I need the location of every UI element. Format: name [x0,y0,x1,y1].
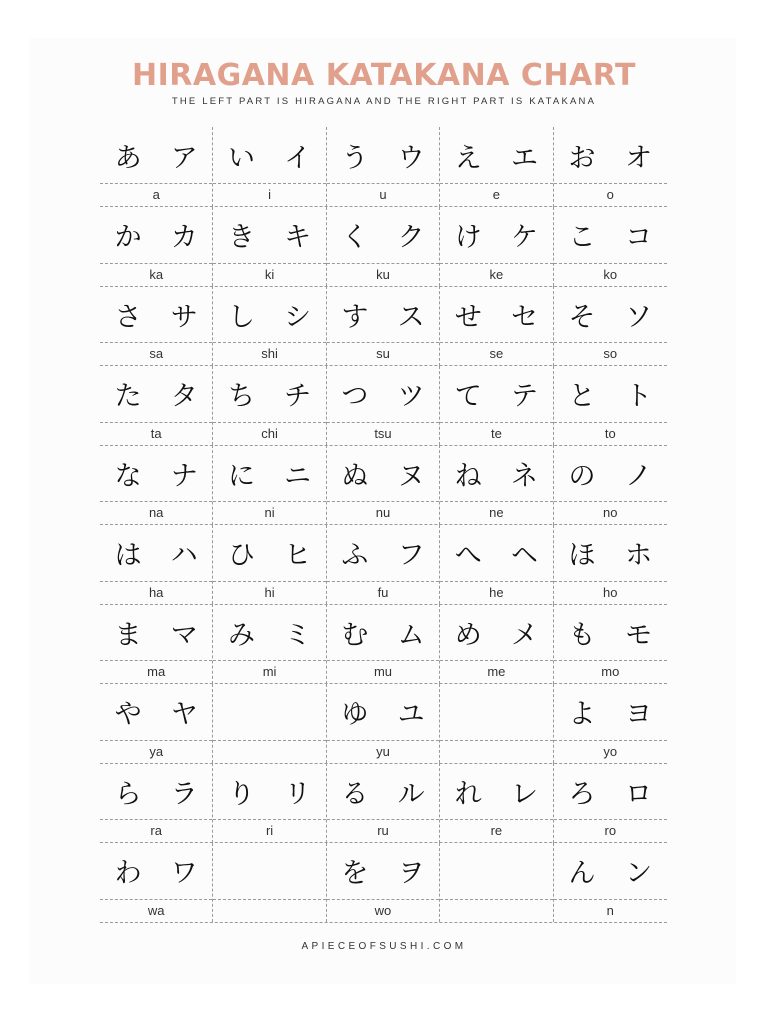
kana-row [100,843,667,923]
katakana-char: ナ [170,460,198,492]
hiragana-char: せ [454,301,482,333]
kana-cell-o [554,127,667,207]
kana-pair [100,127,212,184]
romaji-label: me [487,664,506,679]
kana-pair [440,286,552,343]
katakana-char: ノ [625,460,653,492]
katakana-char: フ [397,540,425,571]
hiragana-char: め [454,619,482,651]
katakana-char: コ [625,222,653,253]
hiragana-char: み [227,619,255,651]
romaji-label: yo [603,743,618,759]
kana-pair [213,445,325,502]
kana-pair [327,445,439,502]
hiragana-char: れ [454,778,482,810]
kana-cell-u [327,127,440,207]
kana-row [100,445,667,525]
hiragana-char: ほ [568,540,596,571]
kana-cell-empty [440,684,553,764]
kana-cell-ne [440,445,553,525]
kana-pair [440,127,552,184]
romaji-label: u [379,187,387,202]
kana-cell-so [554,286,667,366]
romaji-label: ri [265,823,274,838]
romaji-label: ya [149,743,164,759]
row-divider [100,922,667,923]
kana-cell-ku [327,207,440,287]
hiragana-char: あ [114,142,142,174]
romaji-label: mu [373,664,393,679]
kana-pair [554,366,667,423]
kana-pair [327,286,439,343]
katakana-char: シ [284,301,312,333]
hiragana-char: を [341,858,369,889]
romaji-label: nu [375,505,391,520]
kana-cell-n [554,843,667,923]
romaji-label: ho [603,584,618,600]
kana-pair [440,207,552,264]
kana-cell-tsu [327,366,440,446]
romaji-label: he [489,584,504,600]
hiragana-char: し [227,301,255,333]
katakana-char: ス [397,301,425,333]
romaji-label: ra [150,823,162,838]
hiragana-char: こ [568,222,596,253]
hiragana-char: り [227,778,255,810]
kana-cell-ri [213,763,326,843]
romaji-label: ni [264,505,275,520]
kana-pair [100,445,212,502]
hiragana-char: ち [227,381,255,412]
kana-cell-chi [213,366,326,446]
romaji-label: o [606,187,614,202]
katakana-char: ミ [284,619,312,651]
kana-cell-wo [327,843,440,923]
katakana-char: ヤ [170,699,198,730]
kana-cell-ni [213,445,326,525]
kana-row [100,525,667,605]
kana-cell-me [440,604,553,684]
hiragana-char: の [568,460,596,492]
kana-pair [213,366,325,423]
kana-cell-mu [327,604,440,684]
katakana-char: ヌ [397,460,425,492]
kana-cell-sa [100,286,213,366]
kana-row [100,763,667,843]
romaji-label: fu [377,584,389,600]
page-title: HIRAGANA KATAKANA CHART [132,58,636,93]
katakana-char: タ [170,381,198,412]
kana-row [100,366,667,446]
romaji-label: ma [147,664,166,679]
romaji-label: shi [261,346,278,361]
kana-pair [327,525,439,582]
hiragana-char: ひ [227,540,255,571]
katakana-char: ム [397,619,425,651]
katakana-char: ホ [625,540,653,571]
katakana-char: カ [170,222,198,253]
kana-cell-he [440,525,553,605]
kana-cell-ta [100,366,213,446]
kana-cell-ru [327,763,440,843]
katakana-char: チ [284,381,312,412]
romaji-label: ta [150,425,162,441]
kana-pair [213,763,325,820]
kana-pair [327,843,439,900]
katakana-char: テ [510,381,538,412]
hiragana-char: ろ [568,778,596,810]
hiragana-char: ね [454,460,482,492]
page-subtitle: THE LEFT PART IS HIRAGANA AND THE RIGHT PART IS KATAKANA [171,96,597,107]
katakana-char: ヨ [625,699,653,730]
romaji-label: e [492,187,500,202]
katakana-char: ク [397,222,425,253]
katakana-char: オ [625,142,653,174]
kana-pair [440,684,552,741]
hiragana-char: う [341,142,369,174]
kana-cell-yu [327,684,440,764]
kana-pair [327,366,439,423]
katakana-char: ヘ [510,540,538,571]
hiragana-char: そ [568,301,596,333]
kana-pair [100,286,212,343]
romaji-label: na [148,505,164,520]
kana-cell-su [327,286,440,366]
hiragana-char: さ [114,301,142,333]
katakana-char: ソ [625,301,653,333]
romaji-label: ru [377,823,389,838]
romaji-label: tsu [374,425,392,441]
katakana-char: ワ [170,858,198,889]
romaji-label: ka [149,266,164,282]
romaji-label: to [604,425,616,441]
hiragana-char: き [227,222,255,253]
katakana-char: ラ [170,778,198,810]
hiragana-char: て [454,381,482,412]
kana-cell-e [440,127,553,207]
katakana-char: ツ [397,381,425,412]
kana-pair [327,684,439,741]
kana-cell-ke [440,207,553,287]
kana-pair [327,604,439,661]
romaji-label: no [603,505,618,520]
katakana-char: マ [170,619,198,651]
kana-cell-to [554,366,667,446]
romaji-label: ke [489,266,504,282]
kana-row [100,207,667,287]
katakana-char: ユ [397,699,425,730]
kana-pair [213,684,325,741]
kana-cell-wa [100,843,213,923]
katakana-char: ニ [284,460,312,492]
hiragana-char: く [341,222,369,253]
kana-grid [100,127,667,922]
katakana-char: ウ [397,142,425,174]
hiragana-char: つ [341,381,369,412]
romaji-label: chi [261,425,278,441]
kana-pair [554,286,667,343]
hiragana-char: と [568,381,596,412]
katakana-char: ヒ [284,540,312,571]
romaji-label: i [268,187,272,202]
hiragana-char: ふ [341,540,369,571]
kana-cell-ha [100,525,213,605]
hiragana-char: な [114,460,142,492]
kana-pair [554,525,667,582]
kana-cell-ya [100,684,213,764]
hiragana-char: む [341,619,369,651]
hiragana-char: は [114,540,142,571]
romaji-label: ro [604,823,617,838]
hiragana-char: す [341,301,369,333]
kana-cell-ka [100,207,213,287]
kana-cell-ko [554,207,667,287]
kana-pair [327,127,439,184]
kana-pair [213,286,325,343]
hiragana-char: ん [568,858,596,889]
katakana-char: エ [510,142,538,174]
katakana-char: ア [170,142,198,174]
romaji-label: mo [601,664,620,679]
hiragana-char: ぬ [341,460,369,492]
kana-cell-empty [213,843,326,923]
hiragana-char: け [454,222,482,253]
kana-pair [213,843,325,900]
kana-cell-mo [554,604,667,684]
kana-cell-fu [327,525,440,605]
kana-pair [100,843,212,900]
hiragana-char: へ [454,540,482,571]
romaji-label: ku [376,266,390,282]
kana-cell-mi [213,604,326,684]
hiragana-char: ゆ [341,699,369,730]
kana-cell-hi [213,525,326,605]
hiragana-char: わ [114,858,142,889]
katakana-char: ト [625,381,653,412]
kana-pair [100,207,212,264]
kana-pair [213,127,325,184]
katakana-char: キ [284,222,312,253]
kana-pair [213,604,325,661]
hiragana-char: や [114,699,142,730]
kana-pair [100,525,212,582]
hiragana-char: る [341,778,369,810]
hiragana-char: お [568,142,596,174]
kana-row [100,604,667,684]
kana-cell-na [100,445,213,525]
kana-pair [440,763,552,820]
katakana-char: サ [170,301,198,333]
romaji-label: se [489,346,504,361]
kana-pair [440,843,552,900]
kana-cell-ho [554,525,667,605]
romaji-label: mi [262,664,277,679]
kana-cell-no [554,445,667,525]
kana-pair [554,843,667,900]
romaji-label: a [152,187,160,202]
kana-pair [327,763,439,820]
kana-pair [554,127,667,184]
kana-pair [440,445,552,502]
kana-pair [440,525,552,582]
kana-pair [100,366,212,423]
romaji-label: yu [376,743,390,759]
kana-cell-i [213,127,326,207]
hiragana-char: も [568,619,596,651]
katakana-char: モ [625,619,653,651]
katakana-char: ケ [510,222,538,253]
kana-pair [213,525,325,582]
romaji-label: wa [147,902,165,918]
site-footer: APIECEOFSUSHI.COM [301,941,467,952]
kana-pair [554,604,667,661]
kana-row [100,684,667,764]
romaji-label: ki [264,266,275,282]
kana-cell-ro [554,763,667,843]
romaji-label: sa [149,346,164,361]
kana-pair [440,604,552,661]
katakana-char: リ [284,778,312,810]
romaji-label: ha [148,584,164,600]
kana-cell-nu [327,445,440,525]
katakana-char: ン [625,858,653,889]
hiragana-char: た [114,381,142,412]
katakana-char: ロ [625,778,653,810]
hiragana-char: い [227,142,255,174]
kana-cell-empty [440,843,553,923]
romaji-label: hi [264,584,275,600]
kana-pair [554,445,667,502]
romaji-label: su [376,346,390,361]
katakana-char: ネ [510,460,538,492]
kana-cell-empty [213,684,326,764]
kana-cell-se [440,286,553,366]
romaji-label: ne [489,505,504,520]
kana-pair [213,207,325,264]
romaji-label: so [603,346,618,361]
hiragana-char: か [114,222,142,253]
hiragana-char: よ [568,699,596,730]
kana-cell-a [100,127,213,207]
kana-cell-ki [213,207,326,287]
katakana-char: イ [284,142,312,174]
romaji-label: wo [374,902,392,918]
kana-pair [100,684,212,741]
kana-cell-ma [100,604,213,684]
romaji-label: re [490,823,503,838]
kana-pair [554,763,667,820]
kana-cell-shi [213,286,326,366]
kana-pair [100,604,212,661]
romaji-label: te [490,425,502,441]
hiragana-char: え [454,142,482,174]
katakana-char: ハ [170,540,198,571]
kana-cell-re [440,763,553,843]
kana-pair [440,366,552,423]
romaji-label: ko [603,266,618,282]
kana-row [100,286,667,366]
katakana-char: ヲ [397,858,425,889]
hiragana-char: に [227,460,255,492]
katakana-char: レ [510,778,538,810]
kana-pair [100,763,212,820]
kana-cell-ra [100,763,213,843]
kana-pair [327,207,439,264]
katakana-char: セ [510,301,538,333]
kana-pair [554,207,667,264]
kana-pair [554,684,667,741]
kana-cell-yo [554,684,667,764]
romaji-label: n [606,902,614,918]
hiragana-char: ま [114,619,142,651]
kana-cell-te [440,366,553,446]
katakana-char: ル [397,778,425,810]
kana-row [100,127,667,207]
katakana-char: メ [510,619,538,651]
hiragana-char: ら [114,778,142,810]
